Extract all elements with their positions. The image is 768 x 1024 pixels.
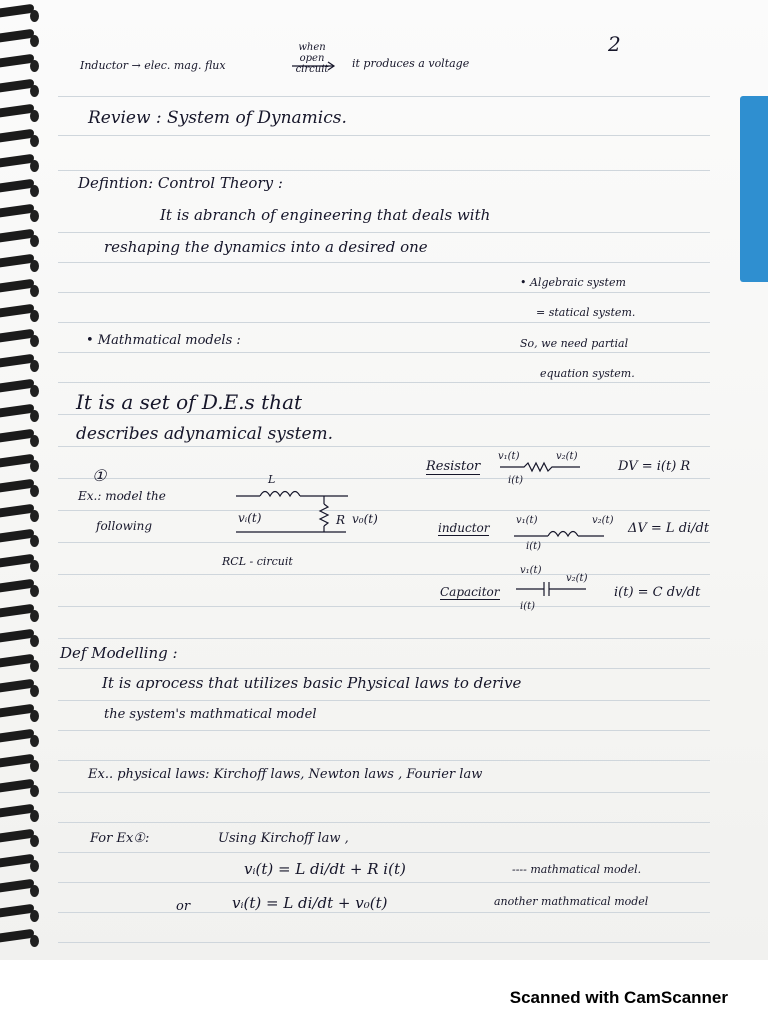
capacitor-v1: v₁(t) (520, 565, 542, 576)
capacitor-v2: v₂(t) (566, 573, 588, 584)
binding-ring (0, 929, 34, 943)
capacitor-current: i(t) (520, 601, 536, 612)
capacitor-symbol (516, 582, 586, 596)
ruled-line (58, 262, 710, 263)
binding-hole (30, 610, 39, 622)
ruled-line (58, 912, 710, 913)
binding-hole (30, 60, 39, 72)
ruled-line (58, 414, 710, 415)
ruled-line (58, 510, 710, 511)
binding-hole (30, 485, 39, 497)
resistor-current: i(t) (508, 475, 524, 486)
equation-1-note: ---- mathmatical model. (512, 863, 642, 876)
binding-ring (0, 529, 34, 543)
ruled-line (58, 96, 710, 97)
side-note-line-3: So, we need partial (520, 337, 629, 350)
circuit-inductor-label: L (268, 473, 276, 486)
binding-ring (0, 79, 34, 93)
binding-hole (30, 410, 39, 422)
resistor-symbol (500, 462, 580, 472)
binding-hole (30, 685, 39, 697)
binding-hole (30, 835, 39, 847)
ruled-line (58, 292, 710, 293)
capacitor-label: Capacitor (440, 585, 500, 599)
inductor-label: inductor (438, 521, 490, 535)
capacitor-equation: i(t) = C dv/dt (614, 585, 701, 600)
binding-ring (0, 704, 34, 718)
binding-ring (0, 579, 34, 593)
binding-ring (0, 779, 34, 793)
inductor-v1: v₁(t) (516, 515, 538, 526)
binding-ring (0, 829, 34, 843)
solution-label: For Ex①: (90, 831, 150, 846)
binding-ring (0, 204, 34, 218)
resistor-equation: DV = i(t) R (618, 459, 691, 474)
binding-ring (0, 354, 34, 368)
binding-ring (0, 629, 34, 643)
binding-hole (30, 860, 39, 872)
binding-ring (0, 654, 34, 668)
binding-hole (30, 360, 39, 372)
side-note-line-1: • Algebraic system (520, 276, 626, 289)
binding-hole (30, 210, 39, 222)
binding-ring (0, 4, 34, 18)
binding-ring (0, 279, 34, 293)
binding-hole (30, 110, 39, 122)
inductor-v2: v₂(t) (592, 515, 614, 526)
or-label: or (176, 899, 191, 914)
binding-ring (0, 404, 34, 418)
binding-ring (0, 729, 34, 743)
binding-ring (0, 479, 34, 493)
definition-line-2: reshaping the dynamics into a desired one (104, 238, 428, 256)
binding-hole (30, 735, 39, 747)
ruled-line (58, 170, 710, 171)
arrow-icon (292, 62, 338, 70)
binding-hole (30, 135, 39, 147)
when-open-circuit-note: when open circuit (295, 42, 329, 75)
equation-2-note: another mathmatical model (494, 895, 649, 908)
binding-hole (30, 160, 39, 172)
binding-hole (30, 460, 39, 472)
ruled-line (58, 446, 710, 447)
binding-hole (30, 935, 39, 947)
binding-hole (30, 235, 39, 247)
side-note-line-4: equation system. (540, 367, 635, 380)
example-number: ① (92, 466, 107, 485)
example-label-2: following (96, 519, 153, 533)
kirchoff-using: Using Kirchoff law , (218, 831, 349, 846)
binding-ring (0, 179, 34, 193)
circuit-output-voltage: v₀(t) (352, 512, 378, 526)
ruled-line (58, 135, 710, 136)
math-models-label: • Mathmatical models : (86, 333, 241, 348)
ruled-line (58, 700, 710, 701)
binding-hole (30, 535, 39, 547)
binding-ring (0, 554, 34, 568)
inductor-current: i(t) (526, 541, 542, 552)
ruled-line (58, 638, 710, 639)
binding-hole (30, 335, 39, 347)
binding-ring (0, 104, 34, 118)
ruled-line (58, 352, 710, 353)
side-note-line-2: = statical system. (536, 306, 636, 319)
binding-hole (30, 285, 39, 297)
binding-ring (0, 54, 34, 68)
resistor-v1: v₁(t) (498, 451, 520, 462)
ruled-line (58, 606, 710, 607)
ruled-line (58, 760, 710, 761)
ruled-line (58, 730, 710, 731)
equation-1: vᵢ(t) = L di/dt + R i(t) (244, 860, 406, 878)
binding-hole (30, 810, 39, 822)
camscanner-watermark: Scanned with CamScanner (509, 988, 728, 1007)
binding-ring (0, 854, 34, 868)
ruled-line (58, 542, 710, 543)
binding-ring (0, 604, 34, 618)
ruled-line (58, 382, 710, 383)
binding-hole (30, 710, 39, 722)
binding-hole (30, 85, 39, 97)
binding-hole (30, 185, 39, 197)
binding-ring (0, 304, 34, 318)
binding-hole (30, 35, 39, 47)
binding-ring (0, 904, 34, 918)
binding-hole (30, 10, 39, 22)
ruled-line (58, 668, 710, 669)
binding-hole (30, 910, 39, 922)
binding-hole (30, 885, 39, 897)
binding-hole (30, 760, 39, 772)
ruled-line (58, 792, 710, 793)
binding-ring (0, 679, 34, 693)
binding-ring (0, 154, 34, 168)
binding-ring (0, 454, 34, 468)
ruled-line (58, 478, 710, 479)
inductor-symbol (514, 528, 604, 538)
binding-ring (0, 229, 34, 243)
inductor-equation: ΔV = L di/dt (628, 521, 710, 536)
ruled-line (58, 822, 710, 823)
ruled-line (58, 574, 710, 575)
binding-hole (30, 435, 39, 447)
binding-ring (0, 504, 34, 518)
modelling-line-2: the system's mathmatical model (104, 707, 317, 722)
circuit-input-voltage: vᵢ(t) (238, 511, 262, 525)
ruled-line (58, 322, 710, 323)
modelling-line-1: It is aprocess that utilizes basic Physical laws to derive (102, 674, 522, 692)
circuit-resistor-label: R (336, 513, 346, 527)
equation-2: vᵢ(t) = L di/dt + v₀(t) (232, 894, 388, 912)
binding-hole (30, 260, 39, 272)
produce-voltage-note: it produces a voltage (352, 57, 470, 70)
binding-hole (30, 785, 39, 797)
binding-ring (0, 254, 34, 268)
binding-hole (30, 510, 39, 522)
resistor-label: Resistor (426, 459, 481, 474)
binding-ring (0, 879, 34, 893)
binding-hole (30, 635, 39, 647)
inductor-note: Inductor → elec. mag. flux (80, 59, 226, 72)
binding-ring (0, 429, 34, 443)
binding-ring (0, 754, 34, 768)
binding-hole (30, 585, 39, 597)
example-label-1: Ex.: model the (78, 489, 166, 503)
binding-hole (30, 385, 39, 397)
ruled-line (58, 232, 710, 233)
review-title: Review : System of Dynamics. (88, 108, 347, 128)
ruled-line (58, 942, 710, 943)
physical-laws-line: Ex.. physical laws: Kirchoff laws, Newton laws , Fourier law (88, 767, 483, 782)
binding-ring (0, 329, 34, 343)
math-models-line-2: describes adynamical system. (76, 424, 334, 444)
binding-ring (0, 129, 34, 143)
binding-hole (30, 560, 39, 572)
definition-line-1: It is abranch of engineering that deals with (160, 206, 491, 224)
blue-page-tab (740, 96, 768, 282)
resistor-v2: v₂(t) (556, 451, 578, 462)
math-models-line-1: It is a set of D.E.s that (76, 390, 303, 414)
binding-ring (0, 804, 34, 818)
circuit-caption: RCL - circuit (222, 555, 293, 568)
binding-hole (30, 660, 39, 672)
modelling-label: Def Modelling : (60, 644, 178, 662)
spiral-binding (0, 0, 40, 960)
binding-hole (30, 310, 39, 322)
page-number-mark: 2 (608, 32, 621, 56)
binding-ring (0, 379, 34, 393)
ruled-line (58, 852, 710, 853)
binding-ring (0, 29, 34, 43)
definition-label: Defintion: Control Theory : (78, 174, 283, 192)
ruled-line (58, 882, 710, 883)
